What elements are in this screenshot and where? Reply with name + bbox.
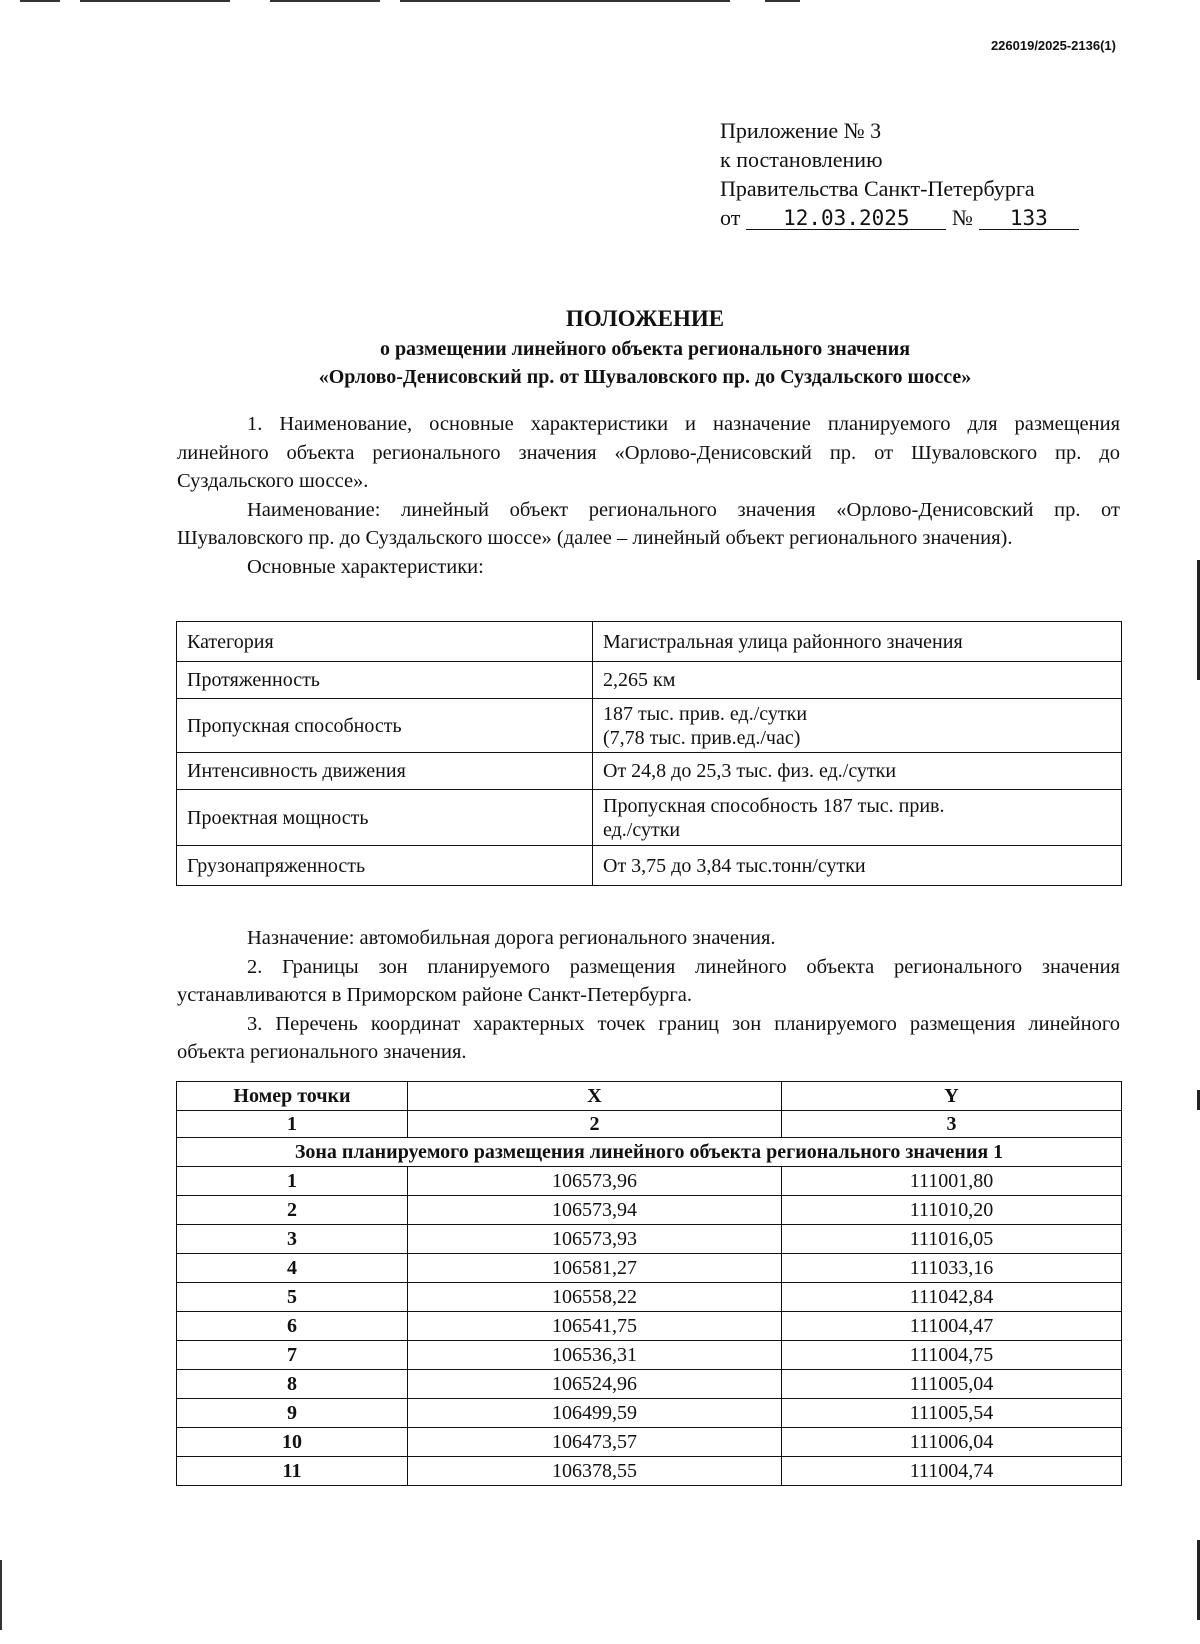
title-main: ПОЛОЖЕНИЕ	[565, 306, 725, 331]
point-number: 9	[177, 1399, 408, 1428]
table-row	[177, 1399, 1122, 1428]
x-coordinate: 106541,75	[408, 1312, 782, 1341]
table-row	[177, 790, 1122, 846]
section-2	[177, 924, 1120, 1067]
coordinates-table	[176, 1081, 1122, 1486]
characteristics-table	[176, 621, 1122, 886]
title-subtitle-1: о размещении линейного объекта регионального значения	[379, 338, 911, 360]
y-coordinate: 111005,04	[782, 1370, 1122, 1399]
point-number: 6	[177, 1312, 408, 1341]
paragraph: Наименование: линейный объект регионального значения «Орлово-Денисовский пр. от Шуваловского пр. до Суздальского шоссе» (далее – линейный объект регионального значения).	[177, 498, 1120, 549]
title-subtitle-2: «Орлово-Денисовский пр. от Шуваловского пр. до Суздальского шоссе»	[318, 366, 972, 388]
appendix-number: Приложение № 3	[720, 118, 882, 143]
table-row	[177, 1167, 1122, 1196]
x-coordinate: 106536,31	[408, 1341, 782, 1370]
appendix-issuer: Правительства Санкт-Петербурга	[720, 176, 1035, 201]
y-coordinate: 111033,16	[782, 1254, 1122, 1283]
x-coordinate: 106573,93	[408, 1225, 782, 1254]
y-coordinate: 111016,05	[782, 1225, 1122, 1254]
scan-artifact	[765, 0, 800, 2]
point-number: 4	[177, 1254, 408, 1283]
y-coordinate: 111001,80	[782, 1167, 1122, 1196]
row-value: От 3,75 до 3,84 тыс.тонн/сутки	[593, 846, 1122, 886]
table-row	[177, 1312, 1122, 1341]
point-number: 8	[177, 1370, 408, 1399]
table-row	[177, 662, 1122, 699]
table-row	[177, 1428, 1122, 1457]
y-coordinate: 111042,84	[782, 1283, 1122, 1312]
appendix-date-line	[720, 203, 1079, 232]
column-header: Номер точки	[177, 1082, 408, 1111]
point-number: 10	[177, 1428, 408, 1457]
header-row	[177, 1082, 1122, 1111]
scan-artifact	[80, 0, 230, 2]
table-row	[177, 846, 1122, 886]
scan-artifact	[20, 0, 60, 2]
value-line: Пропускная способность 187 тыс. прив.	[603, 794, 945, 817]
table-row	[177, 1457, 1122, 1486]
column-header: X	[408, 1082, 782, 1111]
paragraph: Основные характеристики:	[247, 555, 484, 578]
point-number: 7	[177, 1341, 408, 1370]
x-coordinate: 106581,27	[408, 1254, 782, 1283]
x-coordinate: 106558,22	[408, 1283, 782, 1312]
paragraph: 3. Перечень координат характерных точек границ зон планируемого размещения линейного объекта регионального значения.	[177, 1012, 1120, 1063]
x-coordinate: 106573,94	[408, 1196, 782, 1225]
row-label: Проектная мощность	[177, 790, 593, 846]
row-value	[593, 699, 1122, 753]
y-coordinate: 111004,75	[782, 1341, 1122, 1370]
section-1	[177, 410, 1120, 581]
point-number: 5	[177, 1283, 408, 1312]
paragraph: Назначение: автомобильная дорога регионального значения.	[247, 927, 776, 949]
row-value: Магистральная улица районного значения	[593, 622, 1122, 662]
row-label: Протяженность	[177, 662, 593, 699]
x-coordinate: 106473,57	[408, 1428, 782, 1457]
document-title	[170, 303, 1120, 391]
column-number: 1	[177, 1111, 408, 1138]
table-row	[177, 622, 1122, 662]
column-header: Y	[782, 1082, 1122, 1111]
y-coordinate: 111006,04	[782, 1428, 1122, 1457]
row-value	[593, 790, 1122, 846]
point-number: 3	[177, 1225, 408, 1254]
table-row	[177, 753, 1122, 790]
y-coordinate: 111004,47	[782, 1312, 1122, 1341]
table-row	[177, 1370, 1122, 1399]
x-coordinate: 106499,59	[408, 1399, 782, 1428]
table-row	[177, 699, 1122, 753]
row-value: 2,265 км	[593, 662, 1122, 699]
column-number-row	[177, 1111, 1122, 1138]
table-row	[177, 1254, 1122, 1283]
table-row	[177, 1341, 1122, 1370]
column-number: 2	[408, 1111, 782, 1138]
date-prefix: от	[720, 205, 741, 230]
paragraph: 2. Границы зон планируемого размещения линейного объекта регионального значения устанавливаются в Приморском районе Санкт-Петербурга.	[177, 955, 1120, 1006]
y-coordinate: 111005,54	[782, 1399, 1122, 1428]
scan-artifact	[270, 0, 380, 2]
scan-artifact	[400, 0, 730, 2]
table-row	[177, 1196, 1122, 1225]
table-row	[177, 1283, 1122, 1312]
x-coordinate: 106378,55	[408, 1457, 782, 1486]
appendix-reference: к постановлению	[720, 147, 883, 172]
column-number: 3	[782, 1111, 1122, 1138]
row-label: Категория	[177, 622, 593, 662]
scan-artifact	[0, 1560, 2, 1630]
table-row	[177, 1225, 1122, 1254]
x-coordinate: 106573,96	[408, 1167, 782, 1196]
value-line: (7,78 тыс. прив.ед./час)	[603, 726, 801, 749]
appendix-header	[720, 116, 1079, 232]
point-number: 2	[177, 1196, 408, 1225]
row-label: Грузонапряженность	[177, 846, 593, 886]
point-number: 1	[177, 1167, 408, 1196]
row-label: Пропускная способность	[177, 699, 593, 753]
zone-row	[177, 1138, 1122, 1167]
document-id: 226019/2025-2136(1)	[990, 38, 1116, 53]
x-coordinate: 106524,96	[408, 1370, 782, 1399]
row-value: От 24,8 до 25,3 тыс. физ. ед./сутки	[593, 753, 1122, 790]
number-prefix: №	[951, 205, 973, 230]
value-line: ед./сутки	[603, 818, 681, 841]
row-label: Интенсивность движения	[177, 753, 593, 790]
paragraph: 1. Наименование, основные характеристики и назначение планируемого для размещения линейного объекта регионального значения «Орлово-Денисовский пр. от Шуваловского пр. до Суздальского шоссе».	[177, 413, 1120, 492]
value-line: 187 тыс. прив. ед./сутки	[603, 702, 808, 725]
resolution-number: 133	[979, 207, 1079, 230]
y-coordinate: 111004,74	[782, 1457, 1122, 1486]
resolution-date: 12.03.2025	[746, 207, 946, 230]
zone-title: Зона планируемого размещения линейного объекта регионального значения 1	[177, 1138, 1122, 1167]
y-coordinate: 111010,20	[782, 1196, 1122, 1225]
point-number: 11	[177, 1457, 408, 1486]
